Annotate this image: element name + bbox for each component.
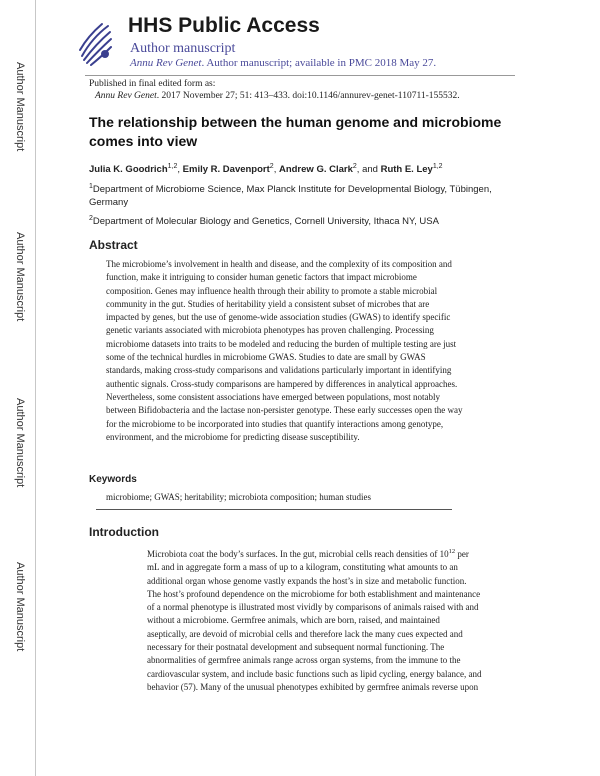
keywords-heading: Keywords (89, 474, 137, 485)
intro-line: behavior (57). Many of the unusual phenotypes exhibited by germfree animals reverse upon (147, 681, 479, 692)
abstract-line: authentic signals. Cross-study comparisons are hampered by differences in analytical approaches. (106, 378, 458, 389)
intro-line: without a microbiome. Germfree animals, which are born, raised, and maintained (147, 615, 440, 626)
journal-name: Annu Rev Genet (130, 57, 202, 69)
author-name: Ruth E. Ley (380, 164, 433, 176)
affiliation-text: Department of Molecular Biology and Genetics, Cornell University, Ithaca NY, USA (92, 216, 439, 228)
intro-line: The host’s profound dependence on the microbiome for both establishment and maintenance (147, 588, 481, 599)
intro-line (147, 545, 527, 561)
abstract-line: between Bifidobacteria and the lactase non-persister genotype. These early successes open the way (106, 405, 463, 416)
citation-details: . 2017 November 27; 51: 413–433. doi:10.1146/annurev-genet-110711-155532. (156, 91, 460, 101)
abstract-line: standards, making cross-study comparisons and validations particularly important in identifying (106, 365, 452, 376)
author-affiliation-ref: 2 (352, 163, 357, 170)
intro-line: cardiovascular system, and include basic functions such as lipid cycling, energy balance, and (147, 668, 482, 679)
intro-line: of a normal phenotype is illustrated most vividly by comparisons of animals raised with and (147, 602, 479, 613)
intro-line: aseptically, are devoid of microbial cells and therefore lack the many cues expected and (147, 628, 463, 639)
header-divider (85, 75, 515, 76)
intro-line: mL and in aggregate form a mass of up to a kilogram, constituting what amounts to an (147, 562, 458, 573)
abstract-line: function, make it intriguing to consider human genetic factors that impact microbiome (106, 272, 417, 283)
published-label: Published in final edited form as: (89, 79, 216, 89)
abstract-line: Nevertheless, some consistent associations have emerged between populations, most notably (106, 391, 441, 402)
keywords-divider (96, 509, 452, 510)
intro-line: necessary for their postnatal development and subsequent normal functioning. The (147, 642, 445, 653)
author-separator: , (273, 164, 279, 176)
author-name: Julia K. Goodrich (89, 164, 168, 176)
affiliation-text: Department of Microbiome Science, Max Planck Institute for Developmental Biology, Tübingen, Germany (89, 184, 492, 209)
author-manuscript-label: Author manuscript (130, 41, 236, 56)
availability-text: . Author manuscript; available in PMC 2018 May 27. (201, 57, 437, 69)
author-separator: , and (356, 164, 381, 176)
intro-line: abnormalities of germfree animals range across organ systems, from the immune to the (147, 655, 461, 666)
hhs-title: HHS Public Access (128, 14, 320, 37)
abstract-line: microbiome datasets into traits to be modeled and reducing the burden of multiple testing are just (106, 338, 457, 349)
author-list (89, 163, 443, 175)
manuscript-availability (130, 57, 436, 69)
hhs-eagle-icon (78, 20, 114, 66)
affiliation-1 (89, 180, 509, 209)
intro-line-text: per (455, 549, 469, 559)
abstract-line: for the microbiome to be incorporated into studies that quantify interactions among genotype, (106, 418, 444, 429)
exponent: 12 (448, 548, 456, 555)
abstract-line: The microbiome’s involvement in health and disease, and the complexity of its composition and (106, 259, 452, 269)
sidebar-divider (35, 0, 36, 776)
author-separator: , (177, 164, 183, 176)
intro-line: additional organ whose genome vastly expands the host’s in size and metabolic function. (147, 575, 467, 586)
affiliation-number: 2 (89, 215, 93, 222)
citation (95, 91, 460, 101)
author-affiliation-ref: 1,2 (167, 163, 178, 170)
sidebar-label-2: Author Manuscript (14, 232, 26, 322)
affiliation-2 (89, 212, 509, 228)
abstract-line: composition. Genes may influence health through their ability to promote a stable microbial (106, 285, 438, 296)
sidebar-label-1: Author Manuscript (14, 62, 26, 152)
author-name: Emily R. Davenport (182, 164, 270, 176)
abstract-heading: Abstract (89, 238, 138, 252)
abstract-line: environment, and the microbiome for predicting disease susceptibility. (106, 431, 360, 442)
introduction-body (147, 545, 527, 694)
abstract-line: some of the technical hurdles in microbiome GWAS. Studies to date are small by GWAS (106, 352, 426, 363)
abstract-line: genetic variants associated with microbiota phenotypes has proven challenging. Processing (106, 325, 434, 336)
abstract-body (106, 258, 506, 444)
author-affiliation-ref: 1,2 (432, 163, 443, 170)
abstract-line: impacted by genes, but the use of genome-wide association studies (GWAS) to identify specific (106, 312, 451, 323)
intro-line-text: Microbiota coat the body’s surfaces. In the gut, microbial cells reach densities of 10 (147, 549, 449, 559)
author-affiliation-ref: 2 (269, 163, 274, 170)
citation-journal: Annu Rev Genet (95, 91, 157, 101)
abstract-line: community in the gut. Studies of heritability yield a consistent subset of microbes that are (106, 298, 430, 309)
article-title: The relationship between the human genome and microbiome comes into view (89, 114, 502, 149)
introduction-heading: Introduction (89, 525, 159, 539)
keywords-text: microbiome; GWAS; heritability; microbiota composition; human studies (106, 492, 371, 502)
affiliation-number: 1 (89, 183, 93, 190)
sidebar-label-4: Author Manuscript (14, 562, 26, 652)
sidebar-label-3: Author Manuscript (14, 398, 26, 488)
author-name: Andrew G. Clark (278, 164, 353, 176)
